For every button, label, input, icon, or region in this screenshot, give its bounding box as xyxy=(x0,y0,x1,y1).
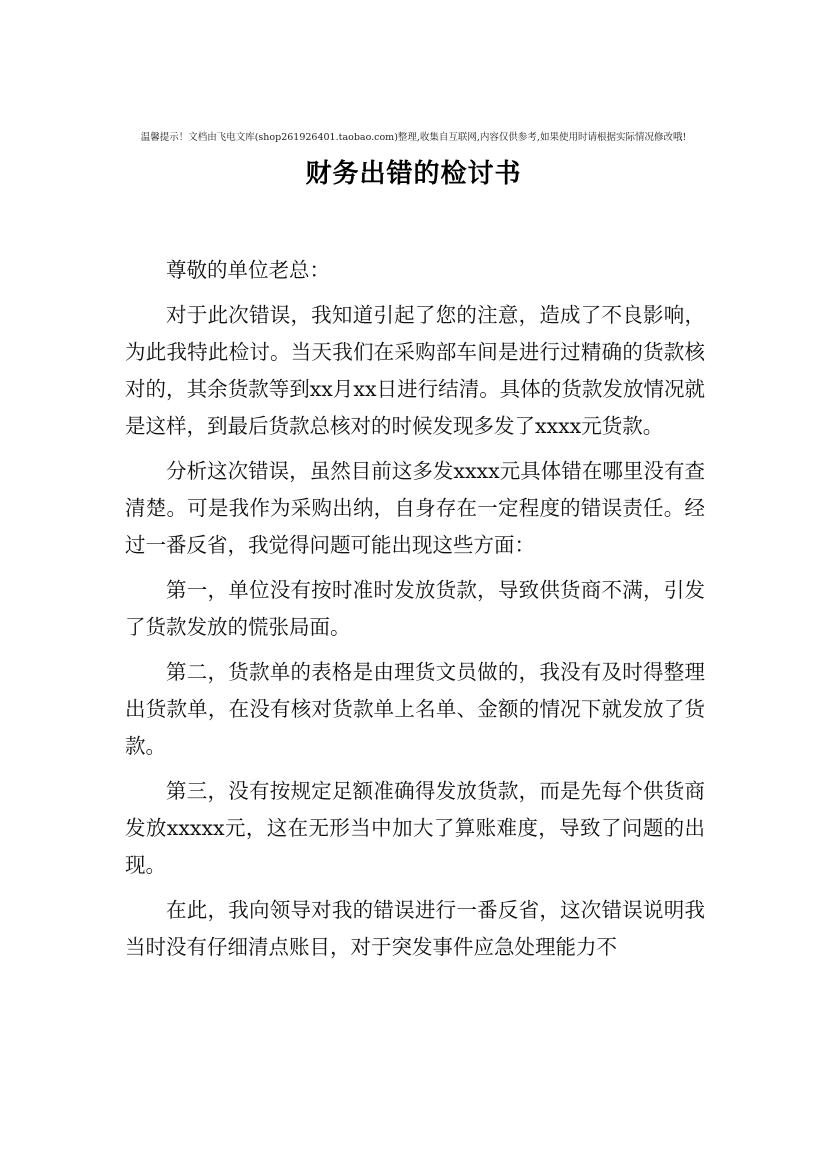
paragraph-reflection: 在此，我向领导对我的错误进行一番反省，这次错误说明我当时没有仔细清点账目，对于突发事件应急处理能力不 xyxy=(125,898,705,959)
document-body xyxy=(125,252,705,974)
paragraph-intro: 对于此次错误，我知道引起了您的注意，造成了不良影响，为此我特此检讨。当天我们在采购部车间是进行过精确的货款核对的，其余货款等到xx月xx日进行结清。具体的货款发放情况就是这样，到最后货款总核对的时候发现多发了xxxx元货款。 xyxy=(125,303,705,438)
paragraph-second-reason: 第二，货款单的表格是由理货文员做的，我没有及时得整理出货款单，在没有核对货款单上名单、金额的情况下就发放了货款。 xyxy=(125,660,705,758)
paragraph-first-reason: 第一，单位没有按时准时发放货款，导致供货商不满，引发了货款发放的慌张局面。 xyxy=(125,578,705,639)
salutation: 尊敬的单位老总： xyxy=(166,258,330,282)
document-title: 财务出错的检讨书 xyxy=(305,159,522,189)
paragraph-analysis: 分析这次错误，虽然目前这多发xxxx元具体错在哪里没有查清楚。可是我作为采购出纳，自身存在一定程度的错误责任。经过一番反省，我觉得问题可能出现这些方面： xyxy=(125,459,705,557)
download-notice: 温馨提示！文档由飞电文库(shop261926401.taobao.com)整理,收集自互联网,内容仅供参考,如果使用时请根据实际情况修改哦! xyxy=(140,132,687,143)
paragraph-third-reason: 第三，没有按规定足额准确得发放货款，而是先每个供货商发放xxxxx元，这在无形当中加大了算账难度，导致了问题的出现。 xyxy=(125,779,705,877)
